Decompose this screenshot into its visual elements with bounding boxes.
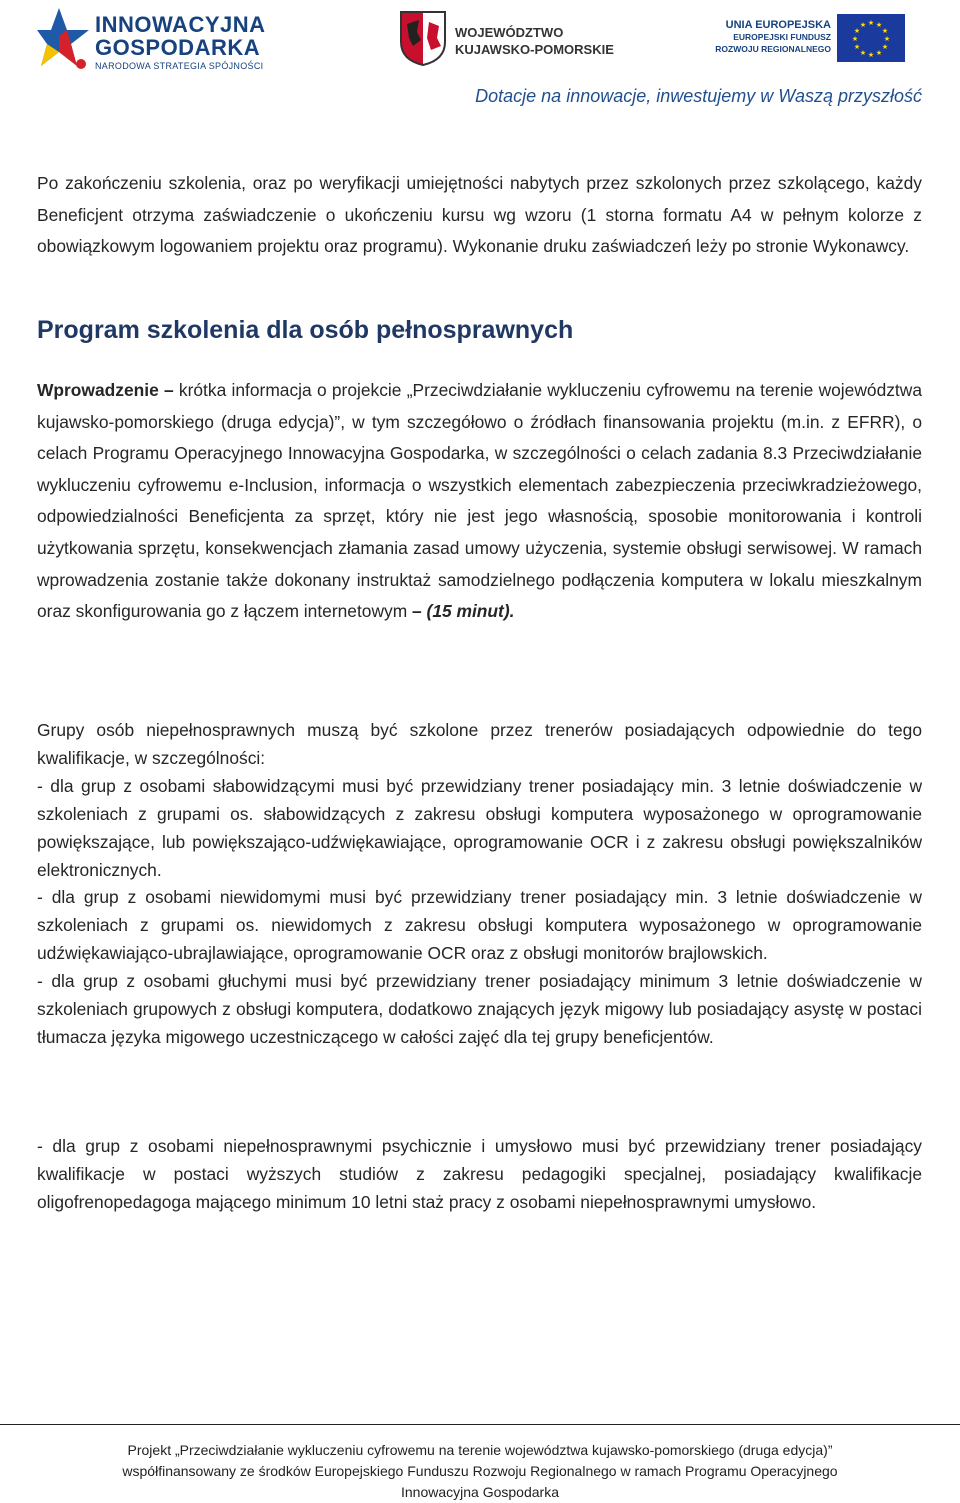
innowacyjna-gospodarka-logo: [37, 6, 277, 76]
svg-text:★: ★: [853, 27, 861, 35]
page-footer: [0, 1440, 960, 1503]
header-tagline: Dotacje na innowacje, inwestujemy w Waszą przyszłość: [475, 86, 922, 106]
footer-line-3: Innowacyjna Gospodarka: [401, 1484, 559, 1500]
svg-text:★: ★: [853, 43, 861, 51]
intro-paragraph-text: Po zakończeniu szkolenia, oraz po weryfikacji umiejętności nabytych przez szkolonych przez szkolącego, każdy Beneficjent otrzyma zaświadczenie o ukończeniu kursu wg wzoru (1 storna formatu A4 w pełnym kolorze z obowiązkowym logowaniem projektu oraz programu). Wykonanie druku zaświadczeń leży po stronie Wykonawcy.: [37, 173, 922, 257]
eu-flag-icon: [837, 14, 905, 62]
section-heading: Program szkolenia dla osób pełnosprawnych: [37, 316, 574, 344]
introduction-paragraph: [37, 375, 922, 628]
svg-text:★: ★: [867, 51, 875, 59]
coat-of-arms-icon: [399, 10, 447, 66]
intro-paragraph: [37, 168, 922, 263]
psych-paragraph: [37, 1133, 922, 1216]
kujawsko-pomorskie-logo: [399, 10, 619, 66]
introduction-dash: –: [412, 601, 422, 622]
psych-paragraph-text: - dla grup z osobami niepełnosprawnymi psychicznie i umysłowo musi być przewidziany trener posiadający kwalifikacje w postaci wyższych studiów z zakresu pedagogiki specjalnej, posiadający kwalifikacje oligofrenopedagoga mającego minimum 10 letni staż pracy z osobami niepełnosprawnymi umysłowo.: [37, 1136, 922, 1212]
footer-divider: [0, 1424, 960, 1425]
logo-line-2: GOSPODARKA: [95, 35, 261, 60]
svg-text:★: ★: [883, 35, 891, 43]
svg-text:★: ★: [851, 35, 859, 43]
svg-text:★: ★: [859, 21, 867, 29]
eu-line-2: EUROPEJSKI FUNDUSZ: [733, 32, 831, 42]
eu-line-3: ROZWOJU REGIONALNEGO: [715, 44, 831, 54]
groups-block: [37, 717, 922, 1052]
region-line-2: KUJAWSKO-POMORSKIE: [455, 42, 614, 57]
page-header: [0, 0, 960, 106]
introduction-block: [37, 375, 922, 628]
introduction-body: krótka informacja o projekcie „Przeciwdziałanie wykluczeniu cyfrowemu na terenie województwa kujawsko-pomorskiego (druga edycja)”, w tym szczegółowo o źródłach finansowania projektu (m.in. z EFRR), o celach Programu Operacyjnego Innowacyjna Gospodarka, w szczególności o celach zadania 8.3 Przeciwdziałanie wykluczeniu cyfrowemu e-Inclusion, informacja o wszystkich elementach zabezpieczenia przeciwkradzieżowego, odpowiedzialności Beneficjenta za sprzęt, który nie jest jego własnością, sposobie monitorowania i kontroli użytkowania sprzętu, konsekwencjach złamania zasad umowy użyczenia, systemie obsługi serwisowej. W ramach wprowadzenia zostanie także dokonany instruktaż samodzielnego podłączenia komputera w lokalu mieszkalnym oraz skonfigurowania go z łączem internetowym: [37, 380, 922, 622]
eu-logo: [715, 14, 905, 74]
svg-text:★: ★: [881, 27, 889, 35]
svg-text:★: ★: [875, 49, 883, 57]
svg-text:★: ★: [859, 49, 867, 57]
svg-text:★: ★: [867, 19, 875, 27]
logo-line-1: INNOWACYJNA: [95, 12, 266, 37]
groups-item-blind: - dla grup z osobami niewidomymi musi być przewidziany trener posiadający min. 3 letnie doświadczenie w szkoleniach z grupami os. niewidomych z zakresu obsługi komputera wyposażonego w oprogramowanie udźwiękawiająco-ubrajlawiające, oprogramowanie OCR oraz z obsługi monitorów brajlowskich.: [37, 887, 922, 964]
eu-line-1: UNIA EUROPEJSKA: [725, 19, 831, 31]
introduction-duration: (15 minut).: [421, 601, 515, 622]
footer-line-2: współfinansowany ze środków Europejskiego Funduszu Rozwoju Regionalnego w ramach Programu Operacyjnego: [122, 1463, 838, 1479]
svg-text:★: ★: [875, 21, 883, 29]
groups-intro: Grupy osób niepełnosprawnych muszą być szkolone przez trenerów posiadających odpowiednie do tego kwalifikacje, w szczególności:: [37, 720, 922, 768]
logo-line-3: NARODOWA STRATEGIA SPÓJNOŚCI: [95, 61, 264, 71]
star-logo-icon: [37, 6, 93, 76]
footer-line-1: Projekt „Przeciwdziałanie wykluczeniu cyfrowemu na terenie województwa kujawsko-pomorskiego (druga edycja)”: [127, 1442, 833, 1458]
introduction-lead: Wprowadzenie –: [37, 380, 174, 400]
groups-item-low-vision: - dla grup z osobami słabowidzącymi musi być przewidziany trener posiadający min. 3 letnie doświadczenie w szkoleniach z grupami os. słabowidzących z zakresu obsługi komputera wyposażonego w oprogramowanie powiększające, lub powiększająco-udźwiękawiające, oprogramowanie OCR i z zakresu obsługi powiększalników elektronicznych.: [37, 775, 922, 880]
groups-item-deaf: - dla grup z osobami głuchymi musi być przewidziany trener posiadający minimum 3 letnie doświadczenie w szkoleniach grupowych z obsługi komputera, dodatkowo znających język migowy lub posiadający asystę w postaci tłumacza języka migowego uczestniczącego w całości zajęć dla tej grupy beneficjentów.: [37, 971, 922, 1047]
svg-text:★: ★: [881, 43, 889, 51]
region-line-1: WOJEWÓDZTWO: [455, 25, 564, 40]
